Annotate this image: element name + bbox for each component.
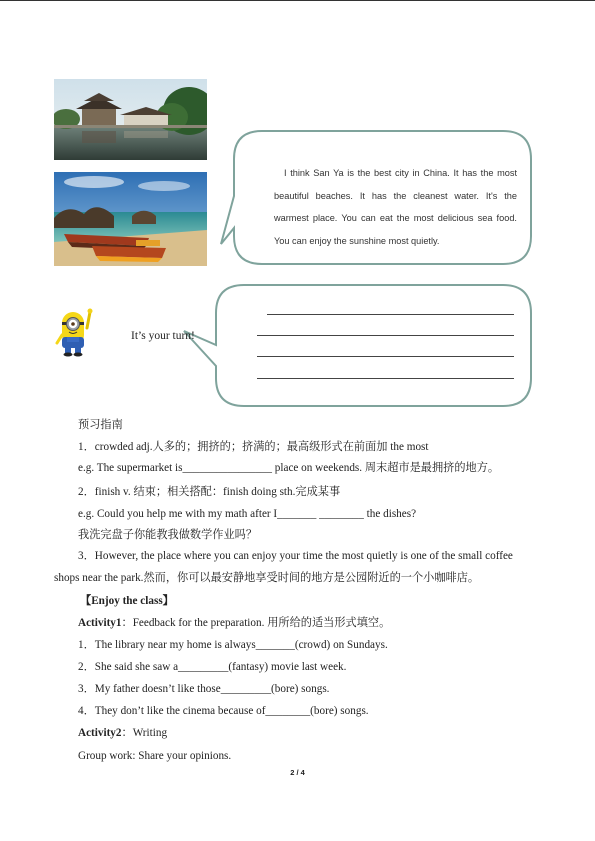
question-4: 4．They don’t like the cinema because of________(bore) songs. xyxy=(78,705,369,717)
answer-line[interactable] xyxy=(257,335,514,336)
guide-title: 预习指南 xyxy=(78,419,123,431)
your-turn-label: It’s your turn! xyxy=(131,330,195,342)
speech-text xyxy=(274,162,517,252)
guide-item-2-example: e.g. Could you help me with my math after I_______ ________ the dishes? xyxy=(78,508,417,520)
speech-paragraph: I think San Ya is the best city in China. It has the most beautiful beaches. It has the cleanest water. It's the warmest place. You can eat the most delicious sea food. You can enjoy the sunshine most quietly. xyxy=(274,168,517,246)
question-2: 2．She said she saw a_________(fantasy) movie last week. xyxy=(78,661,347,673)
activity2-label: Activity2 xyxy=(78,727,122,739)
activity1-instruction: ：Feedback for the preparation. 用所给的适当形式填空。 xyxy=(121,617,391,629)
activity1-label: Activity1 xyxy=(78,617,122,629)
guide-item-2-chinese: 我洗完盘子你能教我做数学作业吗？ xyxy=(78,529,258,541)
question-1: 1．The library near my home is always_______(crowd) on Sundays. xyxy=(78,639,388,651)
activity1-line xyxy=(78,616,390,630)
answer-line[interactable] xyxy=(257,356,514,357)
group-work-line: Group work: Share your opinions. xyxy=(78,750,232,762)
activity2-instruction: ：Writing xyxy=(121,727,168,739)
question-3: 3．My father doesn’t like those_________(bore) songs. xyxy=(78,683,330,695)
activity2-line xyxy=(78,726,167,740)
answer-line[interactable] xyxy=(257,378,514,379)
guide-item-1-example: e.g. The supermarket is________________ place on weekends. 周末超市是最拥挤的地方。 xyxy=(78,462,500,474)
answer-line[interactable] xyxy=(267,314,514,315)
guide-item-1: 1．crowded adj.人多的；拥挤的；挤满的；最高级形式在前面加 the most xyxy=(78,441,429,453)
guide-item-2: 2．finish v. 结束；相关搭配：finish doing sth.完成某事 xyxy=(78,486,341,498)
answer-speech-bubble xyxy=(184,285,531,406)
page-number: 2 / 4 xyxy=(290,768,305,777)
guide-item-3-line1: 3．However, the place where you can enjoy your time the most quietly is one of the small coffee xyxy=(78,550,513,562)
minion-cartoon xyxy=(54,306,96,358)
enjoy-class-heading: 【Enjoy the class】 xyxy=(80,595,174,607)
guide-item-3-line2: shops near the park.然而，你可以最安静地享受时间的地方是公园附近的一个小咖啡店。 xyxy=(54,572,480,584)
